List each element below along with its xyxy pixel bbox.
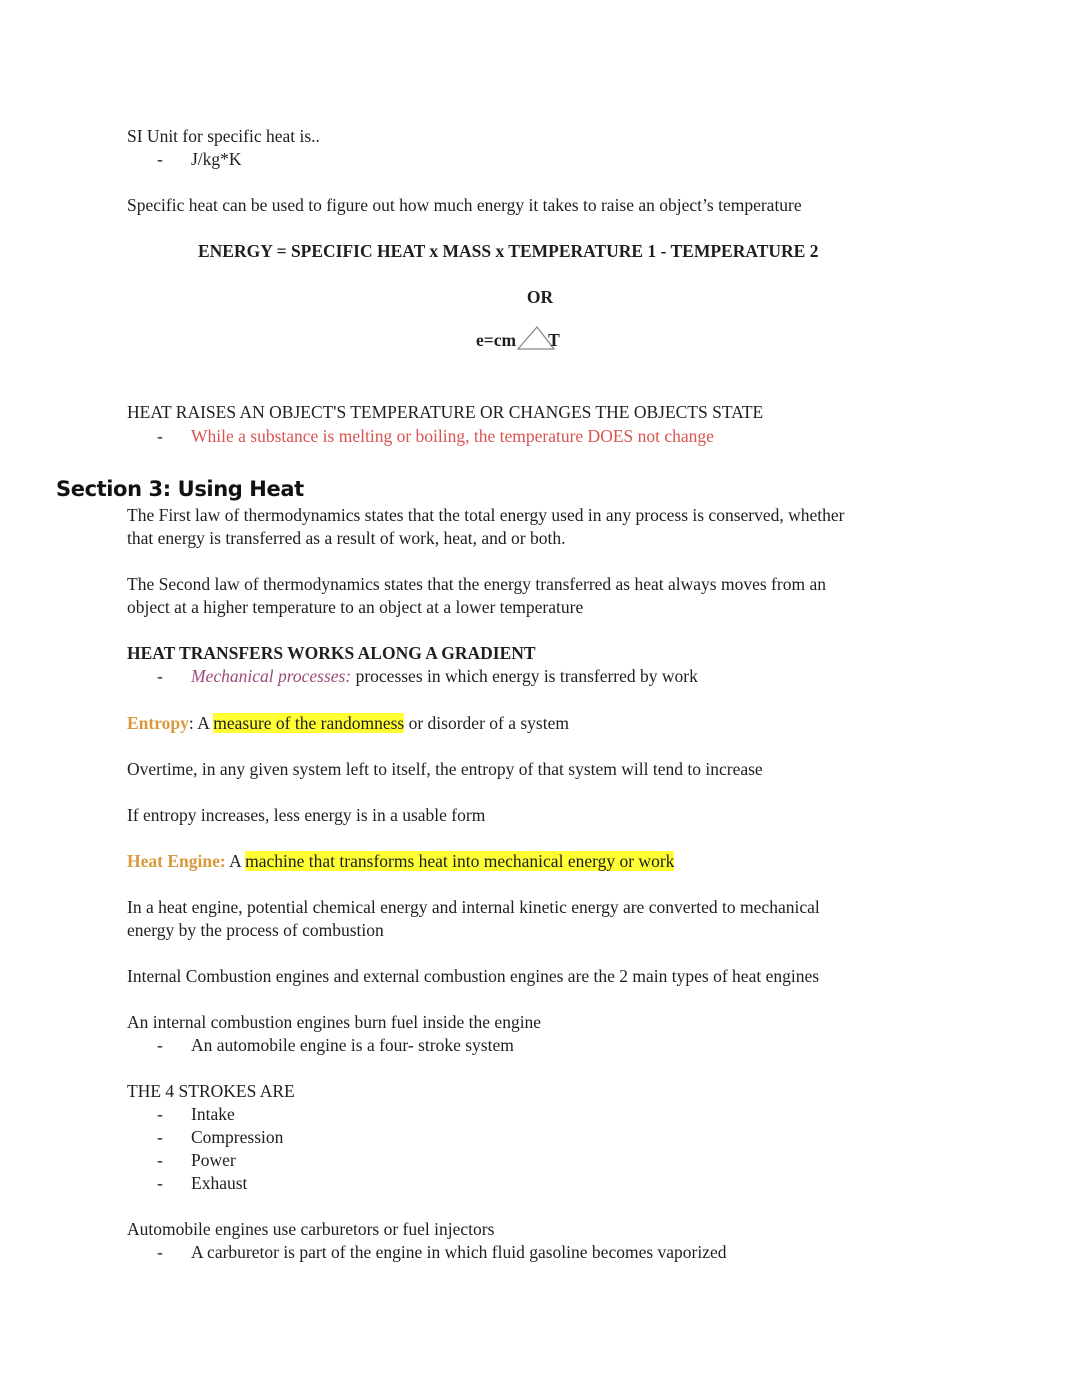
- bullet-dash: -: [157, 1104, 163, 1124]
- mechanical-term: Mechanical processes:: [191, 666, 352, 686]
- stroke-item: [157, 1149, 236, 1172]
- si-unit-value: J/kg*K: [191, 149, 242, 169]
- energy-equation-words: ENERGY = SPECIFIC HEAT x MASS x TEMPERATURE 1 - TEMPERATURE 2: [198, 241, 819, 261]
- entropy-colon: : A: [188, 713, 214, 733]
- internal-combustion: An internal combustion engines burn fuel inside the engine: [127, 1012, 542, 1032]
- heat-note: While a substance is melting or boiling, the temperature DOES not change: [191, 426, 714, 446]
- section-title: Section 3: Using Heat: [56, 477, 304, 501]
- or-label: OR: [526, 287, 554, 307]
- automobile-engine: An automobile engine is a four- stroke system: [191, 1035, 514, 1055]
- second-law-line1: The Second law of thermodynamics states that the energy transferred as heat always moves from an: [127, 574, 826, 594]
- si-unit-heading: SI Unit for specific heat is..: [127, 126, 320, 146]
- formula-right: T: [548, 330, 560, 350]
- bullet-dash: -: [157, 666, 163, 686]
- bullet-dash: -: [157, 1150, 163, 1170]
- carburetor-definition: A carburetor is part of the engine in which fluid gasoline becomes vaporized: [191, 1242, 727, 1262]
- entropy-highlight: measure of the randomness: [213, 713, 405, 733]
- specific-heat-usage: Specific heat can be used to figure out how much energy it takes to raise an object’s temperature: [127, 195, 802, 215]
- strokes-heading: THE 4 STROKES ARE: [127, 1081, 295, 1101]
- automobile-engine-bullet: [157, 1034, 514, 1057]
- stroke-label: Exhaust: [191, 1173, 248, 1193]
- formula-left: e=cm: [476, 330, 517, 350]
- heat-engine-definition: [127, 850, 674, 873]
- bullet-dash: -: [157, 1173, 163, 1193]
- stroke-label: Intake: [191, 1104, 235, 1124]
- gradient-heading: HEAT TRANSFERS WORKS ALONG A GRADIENT: [127, 643, 536, 663]
- heat-engine-highlight: machine that transforms heat into mechanical energy or work: [245, 851, 675, 871]
- bullet-dash: -: [157, 149, 163, 169]
- mechanical-definition: processes in which energy is transferred by work: [351, 666, 698, 686]
- stroke-label: Compression: [191, 1127, 284, 1147]
- overtime-sentence: Overtime, in any given system left to itself, the entropy of that system will tend to increase: [127, 759, 763, 779]
- heat-engine-line1: In a heat engine, potential chemical energy and internal kinetic energy are converted to mechanical: [127, 897, 820, 917]
- heat-engine-line2: energy by the process of combustion: [127, 920, 384, 940]
- carburetors-sentence: Automobile engines use carburetors or fuel injectors: [127, 1219, 495, 1239]
- bullet-dash: -: [157, 1035, 163, 1055]
- engine-types: Internal Combustion engines and external combustion engines are the 2 main types of heat engines: [127, 966, 820, 986]
- second-law-line2: object at a higher temperature to an object at a lower temperature: [127, 597, 584, 617]
- stroke-item: [157, 1103, 235, 1126]
- si-unit-bullet: [157, 148, 242, 171]
- bullet-dash: -: [157, 1242, 163, 1262]
- entropy-term: Entropy: [127, 713, 189, 733]
- carburetor-bullet: [157, 1241, 727, 1264]
- stroke-item: [157, 1126, 283, 1149]
- stroke-item: [157, 1172, 247, 1195]
- bullet-dash: -: [157, 426, 163, 446]
- heat-note-bullet: [157, 425, 714, 448]
- heat-engine-a: A: [225, 851, 246, 871]
- energy-formula: [476, 324, 560, 352]
- first-law-line2: that energy is transferred as a result of work, heat, and or both.: [127, 528, 566, 548]
- entropy-rest: or disorder of a system: [404, 713, 569, 733]
- heat-engine-term: Heat Engine:: [127, 851, 226, 871]
- heat-statement: HEAT RAISES AN OBJECT'S TEMPERATURE OR CHANGES THE OBJECTS STATE: [127, 402, 764, 422]
- bullet-dash: -: [157, 1127, 163, 1147]
- entropy-usable-sentence: If entropy increases, less energy is in a usable form: [127, 805, 486, 825]
- mechanical-bullet: [157, 665, 698, 688]
- stroke-label: Power: [191, 1150, 236, 1170]
- first-law-line1: The First law of thermodynamics states that the total energy used in any process is conserved, whether: [127, 505, 845, 525]
- entropy-definition: [127, 712, 569, 735]
